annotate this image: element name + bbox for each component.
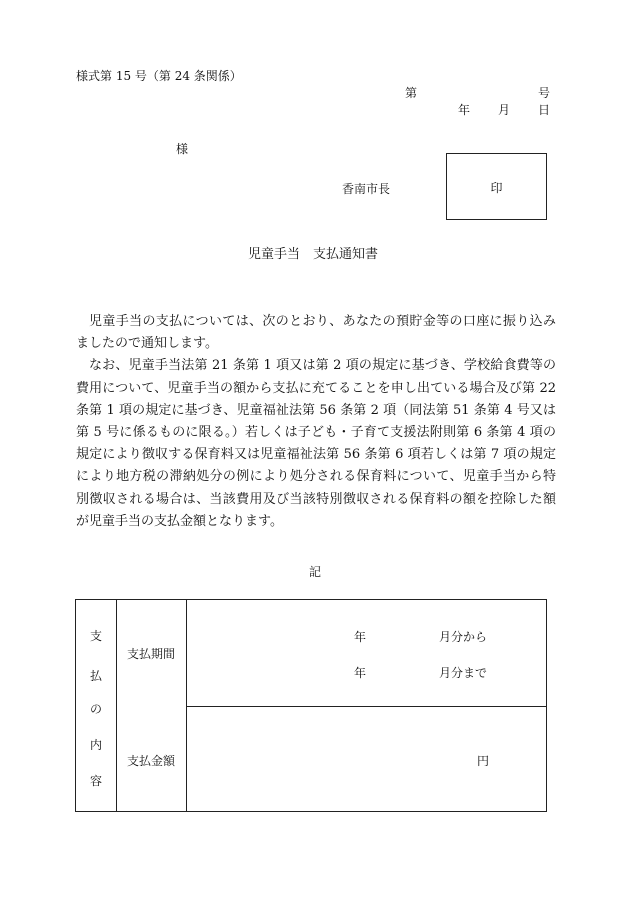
doc-number-suffix: 号 bbox=[538, 86, 551, 100]
side-label-2: 払 bbox=[90, 669, 103, 683]
side-label-1: 支 bbox=[90, 629, 103, 643]
form-number: 様式第 15 号（第 24 条関係） bbox=[76, 69, 242, 83]
seal-box bbox=[446, 153, 547, 220]
amount-unit: 円 bbox=[477, 754, 490, 768]
payment-details-table bbox=[75, 599, 547, 812]
paragraph-1: 児童手当の支払については、次のとおり、あなたの預貯金等の口座に振り込みましたので通知します。 bbox=[76, 314, 556, 352]
doc-number-prefix: 第 bbox=[405, 86, 418, 100]
side-label-4: 内 bbox=[90, 738, 103, 752]
date-year: 年 bbox=[458, 103, 471, 117]
issuer: 香南市長 bbox=[342, 182, 391, 196]
side-label-5: 容 bbox=[90, 774, 103, 788]
period-to-year: 年 bbox=[354, 666, 367, 680]
period-from-month: 月分から bbox=[439, 630, 488, 644]
paragraph-2: なお、児童手当法第 21 条第 1 項又は第 2 項の規定に基づき、学校給食費等の費用について、児童手当の額から支払に充てることを申し出ている場合及び第 22 条第 1 項の規定に基づき、児童福祉法第 56 条第 2 項（同法第 51 条第 4 号又は第 5 号に係るものに限る。）若しくは子ども・子育て支援法附則第 6 条第 4 項の規定により徴収する保育料又は児童福祉法第 56 条第 6 項若しくは第 7 項の規定により地方税の滞納処分の例により処分される保育料について、児童手当から特別徴収される場合は、当該費用及び当該特別徴収される保育料の額を控除した額が児童手当の支払金額となります。 bbox=[76, 358, 556, 529]
date-day: 日 bbox=[538, 103, 551, 117]
body-text bbox=[76, 311, 556, 533]
seal-label: 印 bbox=[490, 181, 503, 195]
period-from-year: 年 bbox=[354, 630, 367, 644]
ki-label: 記 bbox=[309, 565, 322, 579]
page-title: 児童手当 支払通知書 bbox=[248, 247, 379, 262]
date-month: 月 bbox=[498, 103, 511, 117]
period-to-month: 月分まで bbox=[439, 666, 488, 680]
amount-label: 支払金額 bbox=[127, 754, 176, 768]
side-label-3: の bbox=[90, 702, 103, 716]
recipient-suffix: 様 bbox=[176, 142, 189, 156]
period-label: 支払期間 bbox=[127, 647, 176, 661]
